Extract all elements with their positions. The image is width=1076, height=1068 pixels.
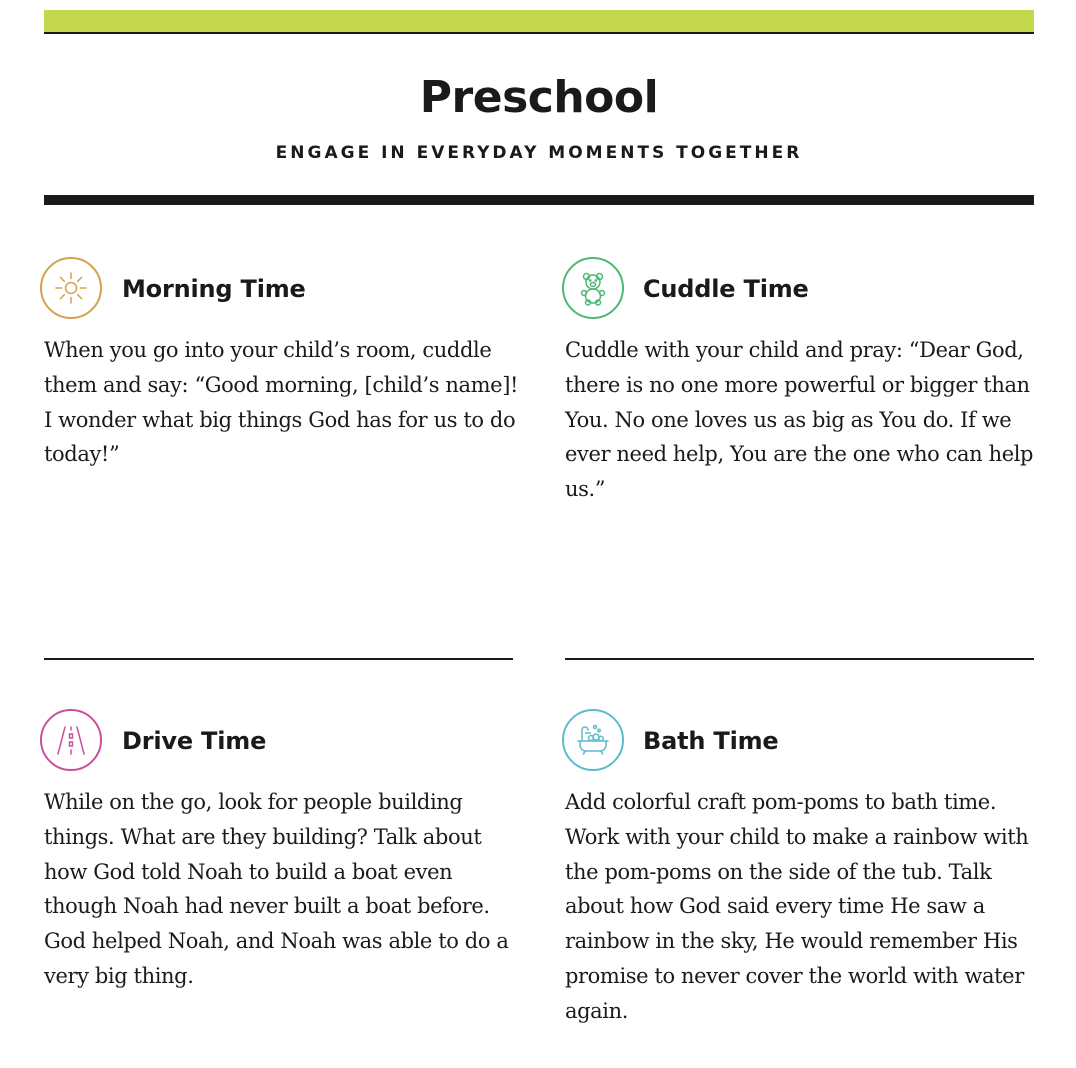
teddy-bear-icon [562,257,624,319]
card-title: Cuddle Time [643,275,809,303]
card-body: While on the go, look for people building things. What are they building? Talk about how God told Noah to build a boat even though Noah had never built a boat before. God helped Noah, and Noah was able to do a very big thing. [44,790,509,988]
card-body: When you go into your child’s room, cuddle them and say: “Good morning, [child’s name]! I wonder what big things God has for us to do today!” [44,338,519,467]
card-header [40,709,510,775]
card-body: Cuddle with your child and pray: “Dear God, there is no one more powerful or bigger than You. No one loves us as big as You do. If we ever need help, You are the one who can help us.” [565,338,1034,502]
card-header [40,257,510,323]
header-top-rule [44,32,1034,34]
card-body: Add colorful craft pom-poms to bath time. Work with your child to make a rainbow with the pom-poms on the side of the tub. Talk about how God said every time He saw a rainbow in the sky, He would remember His promise to never cover the world with water again. [565,790,1029,1023]
bathtub-icon [562,709,624,771]
card-header [562,257,1032,323]
sun-icon [40,257,102,319]
road-icon [40,709,102,771]
card-title: Drive Time [122,727,267,755]
card-title: Bath Time [643,727,779,755]
card-title: Morning Time [122,275,306,303]
header-accent-bar [44,10,1034,32]
section-divider-left [44,658,513,660]
card-header [562,709,1032,775]
page-subtitle: ENGAGE IN EVERYDAY MOMENTS TOGETHER [275,143,803,163]
header-divider [44,195,1034,205]
section-divider-right [565,658,1034,660]
page-title: Preschool [419,72,659,123]
